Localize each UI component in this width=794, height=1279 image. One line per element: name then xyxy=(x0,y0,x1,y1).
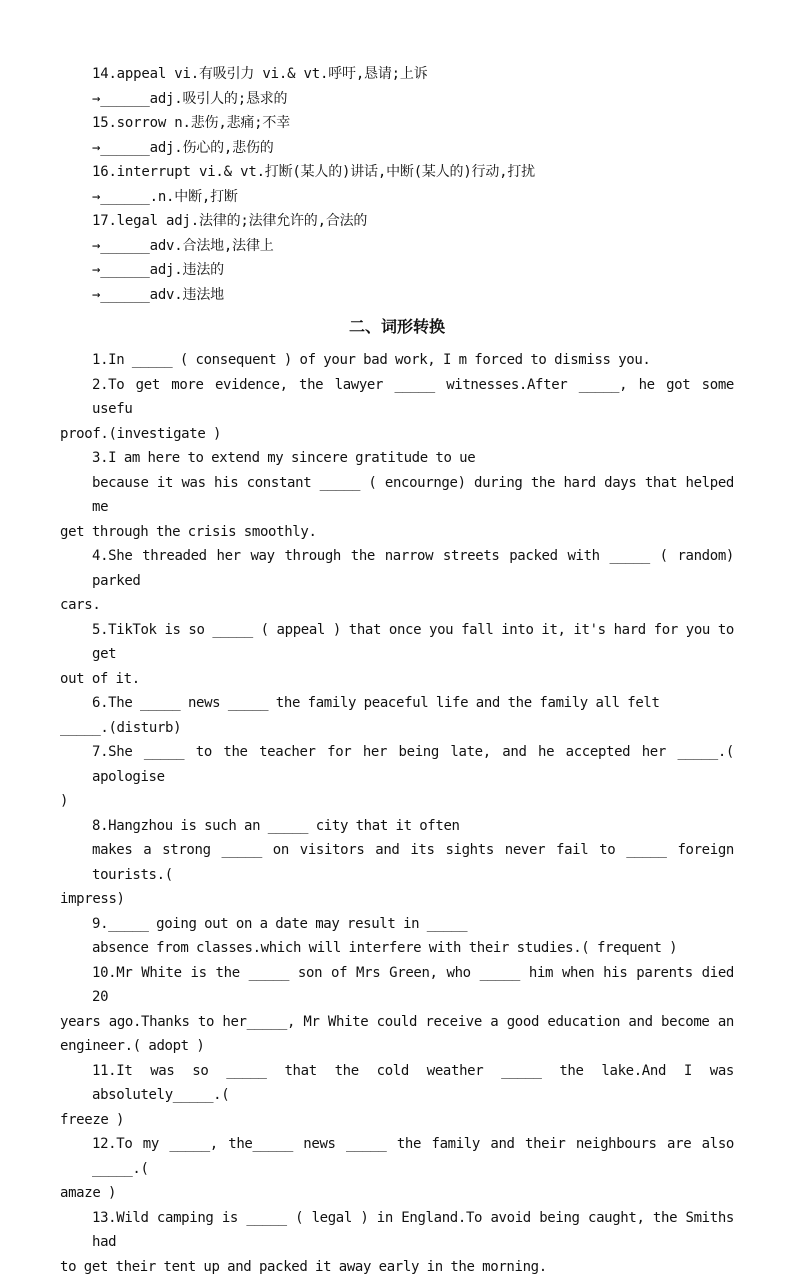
vocab-line: 14.appeal vi.有吸引力 vi.& vt.呼吁,恳请;上诉 xyxy=(92,62,752,87)
exercise-text: 8.Hangzhou is such an _____ city that it often xyxy=(60,814,734,839)
exercise-text-continued: ) xyxy=(60,789,734,814)
vocab-line: 17.legal adj.法律的;法律允许的,合法的 xyxy=(92,209,752,234)
exercise-item-13 xyxy=(60,1206,734,1279)
exercise-item-6 xyxy=(60,691,734,740)
exercise-item-7 xyxy=(60,740,734,814)
vocab-line: →______adv.违法地 xyxy=(92,283,752,308)
exercise-text: 2.To get more evidence, the lawyer _____ witnesses.After _____, he got some usefu xyxy=(60,373,734,422)
exercise-item-11 xyxy=(60,1059,734,1133)
exercise-item-2 xyxy=(60,373,734,447)
exercise-item-12 xyxy=(60,1132,734,1206)
exercise-text: 13.Wild camping is _____ ( legal ) in England.To avoid being caught, the Smiths had xyxy=(60,1206,734,1255)
vocab-line: →______adv.合法地,法律上 xyxy=(92,234,752,259)
exercise-text: 3.I am here to extend my sincere gratitude to ue xyxy=(60,446,734,471)
exercise-text-continued: get through the crisis smoothly. xyxy=(60,520,734,545)
exercise-item-3 xyxy=(60,446,734,544)
exercise-item-4 xyxy=(60,544,734,618)
exercise-text: 7.She _____ to the teacher for her being late, and he accepted her _____.( apologise xyxy=(60,740,734,789)
exercise-text-continued: years ago.Thanks to her_____, Mr White could receive a good education and become an engineer.( adopt ) xyxy=(60,1010,734,1059)
exercise-text-continued: proof.(investigate ) xyxy=(60,422,734,447)
vocab-line: →______.n.中断,打断 xyxy=(92,185,752,210)
exercise-text-indented: absence from classes.which will interfere with their studies.( frequent ) xyxy=(60,936,734,961)
exercise-text: 12.To my _____, the_____ news _____ the family and their neighbours are also _____.( xyxy=(60,1132,734,1181)
section-title: 二、词形转换 xyxy=(0,314,794,340)
exercise-text-continued: impress) xyxy=(60,887,734,912)
exercise-text-continued: cars. xyxy=(60,593,734,618)
exercise-text-continued: _____.(disturb) xyxy=(60,716,734,741)
exercise-text: 6.The _____ news _____ the family peaceful life and the family all felt xyxy=(60,691,734,716)
vocab-line: 15.sorrow n.悲伤,悲痛;不幸 xyxy=(92,111,752,136)
exercise-item-5 xyxy=(60,618,734,692)
exercise-text: 9._____ going out on a date may result in _____ xyxy=(60,912,734,937)
exercise-text: 10.Mr White is the _____ son of Mrs Green, who _____ him when his parents died 20 xyxy=(60,961,734,1010)
exercise-list xyxy=(60,348,734,1279)
vocabulary-list xyxy=(92,62,752,307)
exercise-text-continued: out of it. xyxy=(60,667,734,692)
exercise-text: 11.It was so _____ that the cold weather _____ the lake.And I was absolutely_____.( xyxy=(60,1059,734,1108)
exercise-text-indented: because it was his constant _____ ( encournge) during the hard days that helped me xyxy=(60,471,734,520)
vocab-line: 16.interrupt vi.& vt.打断(某人的)讲话,中断(某人的)行动,打扰 xyxy=(92,160,752,185)
exercise-text: 1.In _____ ( consequent ) of your bad work, I m forced to dismiss you. xyxy=(60,348,734,373)
exercise-item-1 xyxy=(60,348,734,373)
vocab-line: →______adj.吸引人的;恳求的 xyxy=(92,87,752,112)
exercise-text-continued: freeze ) xyxy=(60,1108,734,1133)
exercise-text-indented: makes a strong _____ on visitors and its sights never fail to _____ foreign tourists.( xyxy=(60,838,734,887)
exercise-text-continued: amaze ) xyxy=(60,1181,734,1206)
exercise-item-8 xyxy=(60,814,734,912)
vocab-line: →______adj.违法的 xyxy=(92,258,752,283)
vocab-line: →______adj.伤心的,悲伤的 xyxy=(92,136,752,161)
exercise-text-continued: to get their tent up and packed it away early in the morning. xyxy=(60,1255,734,1279)
exercise-item-10 xyxy=(60,961,734,1059)
exercise-item-9 xyxy=(60,912,734,961)
exercise-text: 4.She threaded her way through the narrow streets packed with _____ ( random) parked xyxy=(60,544,734,593)
exercise-text: 5.TikTok is so _____ ( appeal ) that once you fall into it, it's hard for you to get xyxy=(60,618,734,667)
